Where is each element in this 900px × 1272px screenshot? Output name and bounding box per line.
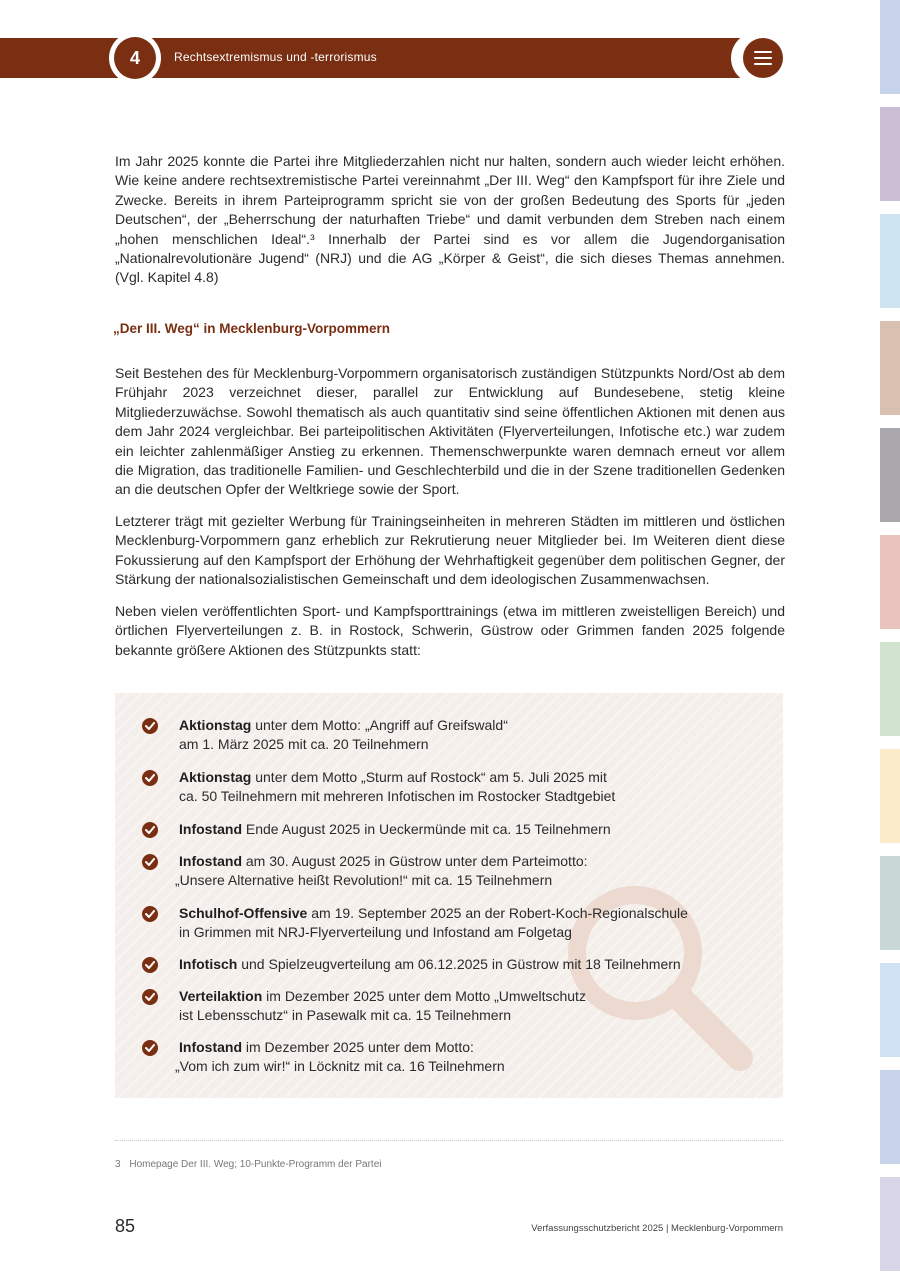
check-icon [142, 957, 158, 973]
chapter-tab[interactable] [880, 321, 900, 415]
chapter-tab[interactable] [880, 749, 900, 843]
action-text [179, 716, 759, 755]
action-description-continued: am 1. März 2025 mit ca. 20 Teilnehmern [179, 736, 429, 753]
check-icon [142, 1040, 158, 1056]
action-type-label: Aktionstag [179, 769, 252, 785]
action-text [179, 904, 759, 943]
action-description-continued: „Unsere Alternative heißt Revolution!“ mit ca. 15 Teilnehmern [175, 872, 553, 889]
action-description: im Dezember 2025 unter dem Motto „Umweltschutz [262, 988, 586, 1004]
action-text [179, 820, 759, 839]
check-icon [142, 770, 158, 786]
menu-button[interactable] [743, 38, 783, 78]
action-type-label: Schulhof-Offensive [179, 905, 308, 921]
footer-publication: Verfassungsschutzbericht 2025 | Mecklenburg-Vorpommern [531, 1223, 783, 1234]
action-description-continued: in Grimmen mit NRJ-Flyerverteilung und Infostand am Folgetag [179, 924, 572, 941]
action-type-label: Verteilaktion [179, 988, 263, 1004]
section-heading: „Der III. Weg“ in Mecklenburg-Vorpommern [113, 321, 391, 336]
body-paragraph: Neben vielen veröffentlichten Sport- und Kampfsporttrainings (etwa im mittleren zweistelligen Bereich) und örtlichen Flyerverteilungen z. B. in Rostock, Schwerin, Güstrow oder Grimmen fanden 2025 folgende bekannte größere Aktionen des Stützpunkts statt: [115, 603, 785, 658]
actions-box [115, 693, 783, 1098]
body-paragraph: Seit Bestehen des für Mecklenburg-Vorpommern organisatorisch zuständigen Stützpunkts Nord/Ost ab dem Frühjahr 2023 verzeichnet dieser, parallel zur Entwicklung auf Bundesebene, stetig kleine Mitgliederzuwächse. Sowohl thematisch als auch quantitativ sind seine öffentlichen Aktionen mit denen aus dem Jahr 2024 vergleichbar. Bei parteipolitischen Aktivitäten (Flyerverteilungen, Infotische etc.) war zudem ein leichter zahlenmäßiger Anstieg zu erkennen. Themenschwerpunkte waren demnach erneut vor allem die Migration, das traditionelle Familien- und Geschlechterbild und die in der Szene traditionellen Gedenken an die deutschen Opfer der Weltkriege sowie der Sport. [115, 365, 785, 498]
check-icon [142, 822, 158, 838]
action-description: unter dem Motto „Sturm auf Rostock“ am 5. Juli 2025 mit [251, 769, 607, 785]
action-type-label: Infostand [179, 821, 242, 837]
action-text [175, 1038, 759, 1077]
chapter-tab[interactable] [880, 535, 900, 629]
footnote-divider [115, 1140, 783, 1141]
chapter-tab[interactable] [880, 963, 900, 1057]
chapter-tab[interactable] [880, 428, 900, 522]
check-icon [142, 854, 158, 870]
hamburger-menu-icon [754, 63, 772, 65]
action-text [179, 987, 759, 1026]
chapter-tab[interactable] [880, 214, 900, 308]
chapter-tab[interactable] [880, 856, 900, 950]
check-icon [142, 718, 158, 734]
action-text [179, 955, 759, 974]
action-description: am 19. September 2025 an der Robert-Koch-Regionalschule [307, 905, 688, 921]
action-description-continued: ca. 50 Teilnehmern mit mehreren Infotischen im Rostocker Stadtgebiet [179, 788, 616, 805]
chapter-number-badge: 4 [114, 37, 156, 79]
chapter-tab[interactable] [880, 107, 900, 201]
hamburger-menu-icon [754, 57, 772, 59]
footnote-text: Homepage Der III. Weg; 10-Punkte-Programm der Partei [129, 1159, 382, 1170]
hamburger-menu-icon [754, 51, 772, 53]
action-description: und Spielzeugverteilung am 06.12.2025 in Güstrow mit 18 Teilnehmern [237, 956, 681, 972]
page-number: 85 [115, 1216, 136, 1236]
chapter-tab[interactable] [880, 0, 900, 94]
footnote [115, 1159, 382, 1170]
check-icon [142, 989, 158, 1005]
chapter-tab[interactable] [880, 1177, 900, 1271]
footnote-number: 3 [115, 1159, 121, 1170]
action-type-label: Infostand [179, 853, 242, 869]
action-description-continued: „Vom ich zum wir!“ in Löcknitz mit ca. 16 Teilnehmern [175, 1058, 505, 1075]
body-paragraph: Letzterer trägt mit gezielter Werbung für Trainingseinheiten in mehreren Städten im mittleren und östlichen Mecklenburg-Vorpommern ganz erheblich zur Rekrutierung neuer Mitglieder bei. Im Weiteren dient diese Fokussierung auf den Kampfsport der Erhöhung der Wehrhaftigkeit gegenüber dem politischen Gegner, der Stärkung der nationalsozialistischen Gemeinschaft und dem ideologischen Zusammenwachsen. [115, 513, 785, 588]
action-description: Ende August 2025 in Ueckermünde mit ca. 15 Teilnehmern [242, 821, 611, 837]
action-type-label: Infostand [179, 1039, 242, 1055]
chapter-tab-strip [880, 0, 900, 1272]
action-description-continued: ist Lebensschutz“ in Pasewalk mit ca. 15 Teilnehmern [179, 1007, 512, 1024]
check-icon [142, 906, 158, 922]
chapter-title: Rechtsextremismus und -terrorismus [174, 50, 377, 64]
action-description: unter dem Motto: „Angriff auf Greifswald“ [251, 717, 508, 733]
chapter-tab[interactable] [880, 642, 900, 736]
action-description: am 30. August 2025 in Güstrow unter dem Parteimotto: [242, 853, 588, 869]
action-description: im Dezember 2025 unter dem Motto: [242, 1039, 474, 1055]
action-text [179, 768, 759, 807]
intro-paragraph: Im Jahr 2025 konnte die Partei ihre Mitgliederzahlen nicht nur halten, sondern auch wieder leicht erhöhen. Wie keine andere rechtsextremistische Partei vereinnahmt „Der III. Weg“ den Kampfsport für ihre Ziele und Zwecke. Bereits in ihrem Parteiprogramm spricht sie von der großen Bedeutung des Sports für „jeden Deutschen“, der „Beherrschung der naturhaften Triebe“ und damit verbunden dem Streben nach einem „hohen menschlichen Ideal“.³ Innerhalb der Partei sind es vor allem die Jugendorganisation „Nationalrevolutionäre Jugend“ (NRJ) und die AG „Körper & Geist“, die sich dieses Themas annehmen. (Vgl. Kapitel 4.8) [115, 153, 785, 286]
action-type-label: Aktionstag [179, 717, 252, 733]
chapter-tab[interactable] [880, 1070, 900, 1164]
action-type-label: Infotisch [179, 956, 238, 972]
action-text [175, 852, 759, 891]
